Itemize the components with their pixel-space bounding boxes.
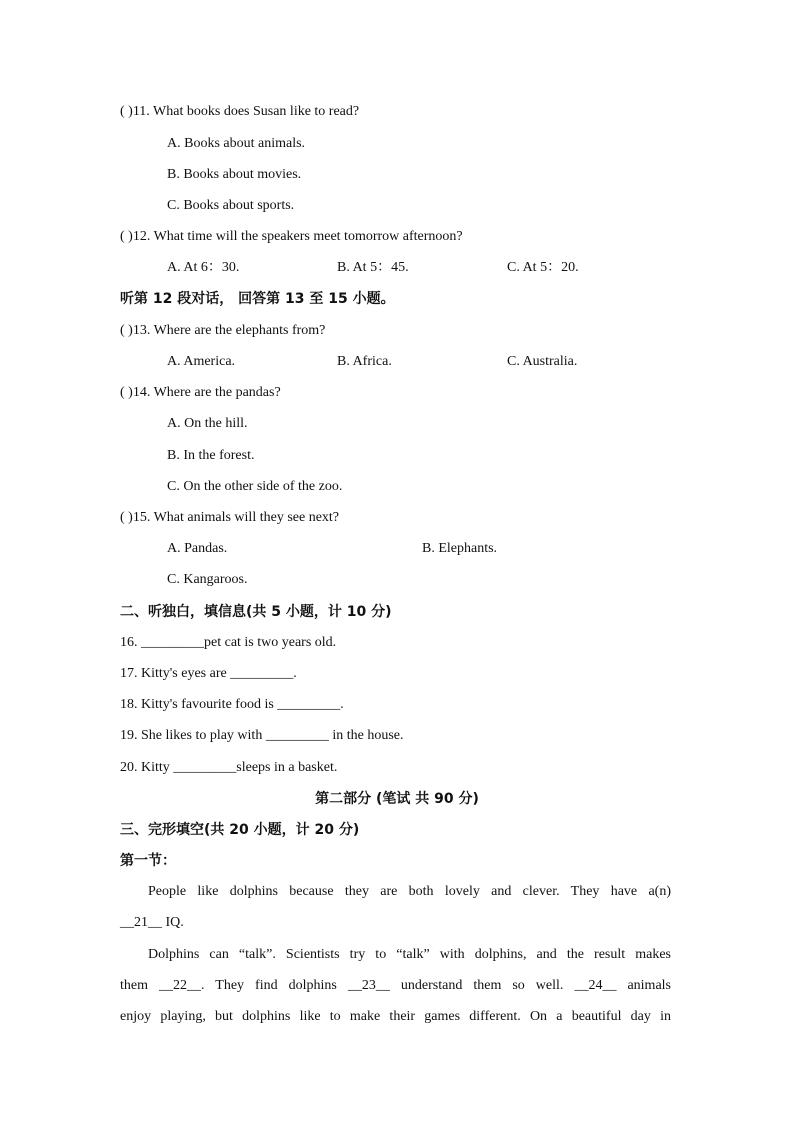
passage-p1-line1: People like dolphins because they are both lovely and clever. They have a(n) — [148, 884, 671, 899]
blank-22: __22__ — [159, 978, 202, 993]
question-12-option-c: C. At 5：20. — [507, 260, 579, 275]
passage-text: them — [120, 978, 160, 993]
question-14-option-c: C. On the other side of the zoo. — [167, 479, 343, 494]
question-12-stem: ( )12. What time will the speakers meet tomorrow afternoon? — [120, 229, 463, 244]
passage-p2-line3: enjoy playing, but dolphins like to make their games different. On a beautiful day in — [120, 1009, 671, 1024]
part-2-heading: 二、听独白，填信息(共 5 小题，计 10 分) — [120, 604, 392, 620]
passage-p2-line1: Dolphins can “talk”. Scientists try to “talk” with dolphins, and the result makes — [148, 947, 671, 962]
fill-item-19: 19. She likes to play with _________ in the house. — [120, 728, 404, 743]
question-12-option-b: B. At 5：45. — [337, 260, 409, 275]
passage-p2-line2 — [120, 977, 671, 995]
question-15-option-a: A. Pandas. — [167, 541, 228, 556]
passage-text: . They find dolphins — [201, 978, 348, 993]
question-11-option-c: C. Books about sports. — [167, 198, 295, 213]
question-11-option-b: B. Books about movies. — [167, 167, 302, 182]
blank-24: __24__ — [574, 978, 617, 993]
passage-text: IQ. — [162, 915, 184, 930]
question-15-stem: ( )15. What animals will they see next? — [120, 510, 340, 525]
passage-text: understand them so well. — [389, 978, 575, 993]
question-11-option-a: A. Books about animals. — [167, 136, 306, 151]
question-15-option-b: B. Elephants. — [422, 541, 498, 556]
question-14-stem: ( )14. Where are the pandas? — [120, 385, 281, 400]
blank-23: __23__ — [347, 978, 390, 993]
written-part-title: 第二部分 (笔试 共 90 分) — [315, 791, 479, 807]
question-14-option-a: A. On the hill. — [167, 416, 248, 431]
question-11-stem: ( )11. What books does Susan like to read? — [120, 104, 360, 119]
passage-p1-line2 — [120, 914, 184, 932]
dialogue-12-instruction: 听第 12 段对话， 回答第 13 至 15 小题。 — [120, 291, 395, 307]
fill-item-17: 17. Kitty's eyes are _________. — [120, 666, 297, 681]
question-13-stem: ( )13. Where are the elephants from? — [120, 323, 326, 338]
part-3-heading: 三、完形填空(共 20 小题，计 20 分) — [120, 822, 360, 838]
question-13-option-c: C. Australia. — [507, 354, 578, 369]
question-14-option-b: B. In the forest. — [167, 448, 255, 463]
question-13-option-b: B. Africa. — [337, 354, 392, 369]
blank-21: __21__ — [120, 915, 162, 930]
section-1-label: 第一节： — [120, 853, 176, 869]
passage-text: animals — [616, 978, 671, 993]
fill-item-20: 20. Kitty _________sleeps in a basket. — [120, 760, 338, 775]
question-15-option-c: C. Kangaroos. — [167, 572, 248, 587]
question-13-option-a: A. America. — [167, 354, 236, 369]
fill-item-16: 16. _________pet cat is two years old. — [120, 635, 337, 650]
fill-item-18: 18. Kitty's favourite food is _________. — [120, 697, 344, 712]
question-12-option-a: A. At 6：30. — [167, 260, 240, 275]
